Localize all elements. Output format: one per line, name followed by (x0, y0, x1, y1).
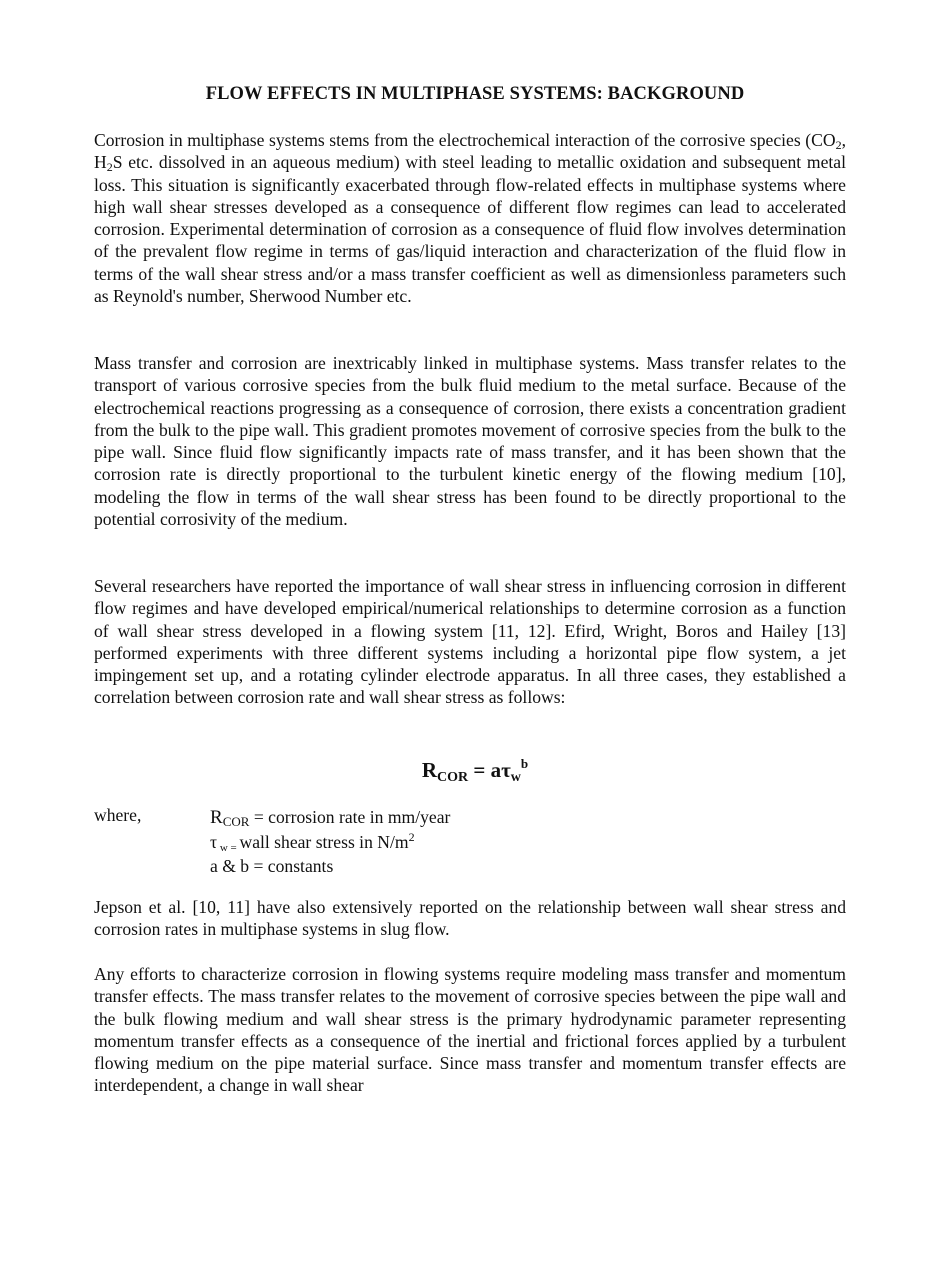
p1-text-a: Corrosion in multiphase systems stems from the electrochemical interaction of the corrosive species (CO (94, 130, 836, 150)
eq-lhs-subscript: COR (437, 770, 469, 785)
eq-equals: = a (468, 758, 502, 782)
definition-constants: a & b = constants (210, 856, 334, 876)
eq-tau: τ (501, 758, 511, 782)
def-tau-superscript: 2 (408, 830, 415, 845)
definition-rcor (210, 805, 450, 830)
def-tau-subscript: w = (217, 842, 240, 854)
p1-text-b: , H (94, 130, 846, 173)
variable-definitions (210, 805, 450, 878)
page-title: FLOW EFFECTS IN MULTIPHASE SYSTEMS: BACKGROUND (205, 84, 745, 104)
definition-tau (210, 830, 450, 854)
paragraph-researchers: Several researchers have reported the importance of wall shear stress in influencing corrosion in different flow regimes and have developed empirical/numerical relationships to determine corrosion as a function of wall shear stress developed in a flowing system [11, 12]. Efird, Wright, Boros and Hailey [13] performed experiments with three different systems including a horizontal pipe flow system, a jet impingement set up, and a rotating cylinder electrode apparatus. In all three cases, they established a correlation between corrosion rate and wall shear stress as follows: (94, 576, 846, 708)
p1-text-c: S etc. dissolved in an aqueous medium) with steel leading to metallic oxidation and subsequent metal loss. This situation is significantly exacerbated through flow-related effects in multiphase systems where high wall shear stresses developed as a consequence of different flow regimes can lead to accelerated corrosion. Experimental determination of corrosion as a consequence of fluid flow involves determination of the prevalent flow regime in terms of gas/liquid interaction and characterization of the fluid flow in terms of the wall shear stress and/or a mass transfer coefficient as well as dimensionless parameters such as Reynold's number, Sherwood Number etc. (94, 152, 846, 307)
paragraph-characterize: Any efforts to characterize corrosion in flowing systems require modeling mass transfer and momentum transfer effects. The mass transfer relates to the movement of corrosive species between the pipe wall and the bulk flowing medium and wall shear stress is the primary hydrodynamic parameter representing momentum transfer effects as a consequence of the inertial and frictional forces applied by a turbulent flowing medium on the pipe material surface. Since mass transfer and momentum transfer effects are interdependent, a change in wall shear (94, 964, 846, 1096)
eq-lhs: R (421, 758, 438, 782)
def-rcor-subscript: COR (222, 814, 250, 829)
def-tau-text: wall shear stress in N/m (239, 832, 409, 852)
def-rcor-symbol: R (210, 807, 223, 828)
where-label: where, (94, 805, 142, 825)
p1-sub-co2: 2 (835, 138, 842, 152)
def-rcor-text: = corrosion rate in mm/year (249, 807, 451, 827)
corrosion-rate-equation (0, 756, 950, 786)
eq-exponent: b (520, 756, 529, 771)
paragraph-mass-transfer: Mass transfer and corrosion are inextricably linked in multiphase systems. Mass transfer relates to the transport of various corrosive species from the bulk fluid medium to the metal surface. Because of the electrochemical reactions progressing as a consequence of corrosion, there exists a concentration gradient from the bulk to the pipe wall. This gradient promotes movement of corrosive species from the bulk to the pipe wall. Since fluid flow significantly impacts rate of mass transfer, and it has been shown that the corrosion rate is directly proportional to the turbulent kinetic energy of the flowing medium [10], modeling the flow in terms of the wall shear stress has been found to be directly proportional to the potential corrosivity of the medium. (94, 353, 846, 530)
def-tau-symbol: τ (210, 832, 218, 852)
paragraph-corrosion-intro (94, 129, 846, 307)
p1-sub-h2s: 2 (106, 160, 113, 175)
paragraph-jepson: Jepson et al. [10, 11] have also extensively reported on the relationship between wall shear stress and corrosion rates in multiphase systems in slug flow. (94, 897, 846, 940)
eq-tau-subscript: w (510, 770, 521, 785)
